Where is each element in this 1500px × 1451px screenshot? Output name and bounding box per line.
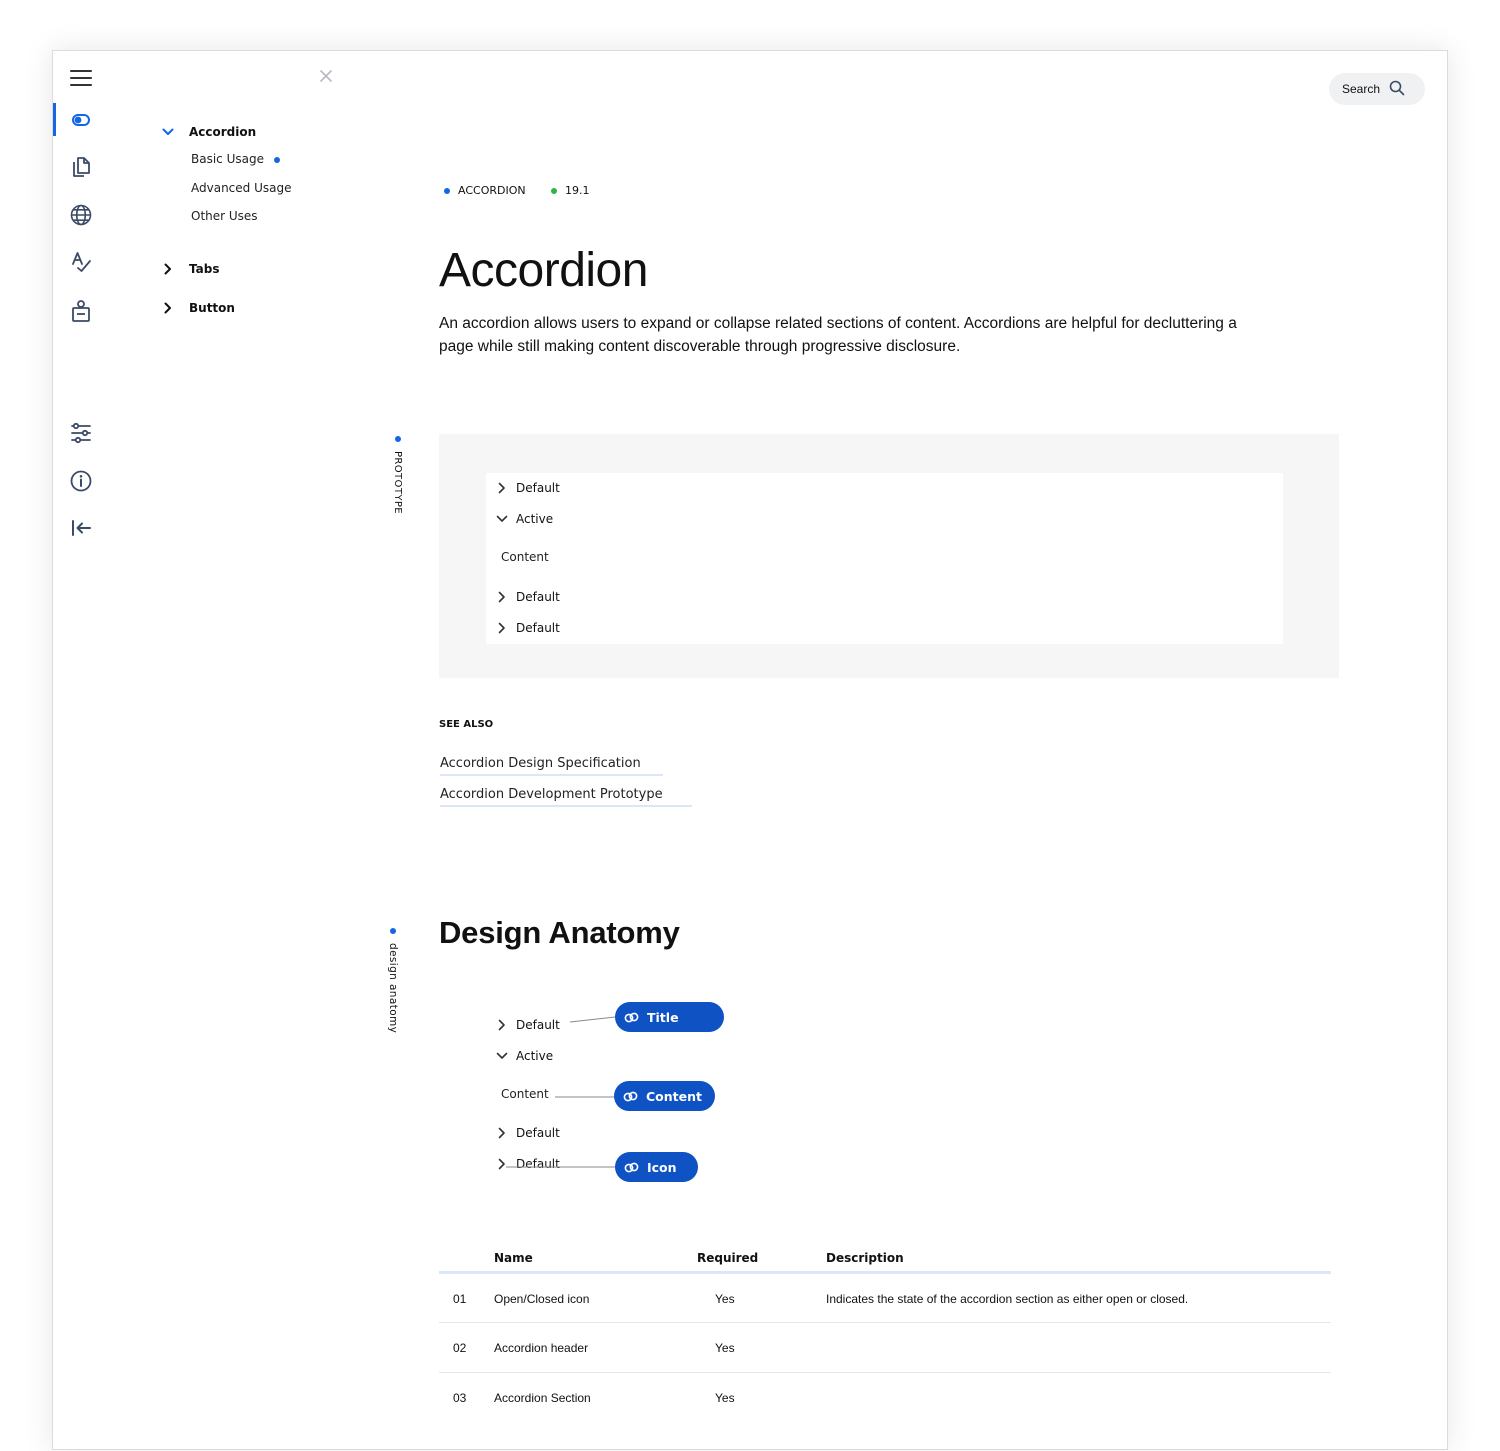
chevron-right-icon <box>496 1127 508 1139</box>
accordion-demo <box>486 473 1283 644</box>
accordion-content: Content <box>501 550 549 564</box>
see-also-heading: SEE ALSO <box>439 719 494 730</box>
link-development-prototype[interactable]: Accordion Development Prototype <box>440 787 692 807</box>
tag-label: ACCORDION <box>458 184 526 197</box>
callout-title <box>615 1002 724 1032</box>
sliders-icon[interactable] <box>67 419 95 447</box>
search-icon <box>1380 80 1405 99</box>
accordion-header[interactable] <box>496 590 560 604</box>
anatomy-row <box>496 1018 560 1032</box>
collapse-left-icon[interactable] <box>67 514 95 542</box>
menu-icon[interactable] <box>67 64 95 92</box>
anatomy-content: Content <box>501 1087 549 1101</box>
link-design-specification[interactable]: Accordion Design Specification <box>440 756 663 776</box>
anatomy-row <box>496 1049 553 1063</box>
accordion-header[interactable] <box>496 481 560 495</box>
row-divider <box>439 1372 1331 1373</box>
cell-required: Yes <box>715 1391 735 1405</box>
chevron-down-icon <box>496 1050 508 1062</box>
nav-group-tabs[interactable] <box>161 262 219 276</box>
tag-dot <box>551 188 557 194</box>
page-description: An accordion allows users to expand or collapse related sections of content. Accordions are helpful for decluttering a page while still making content discoverable through progressive disclosure. <box>439 315 1237 355</box>
accordion-header[interactable] <box>496 621 560 635</box>
anatomy-row <box>496 1126 560 1140</box>
callout-content <box>614 1081 715 1111</box>
callout-icon <box>624 1011 639 1024</box>
table-header-rule <box>439 1271 1331 1274</box>
section-marker-prototype[interactable] <box>392 436 403 514</box>
info-icon[interactable] <box>67 467 95 495</box>
component-tag <box>444 184 526 197</box>
nav-group-label: Accordion <box>189 125 257 139</box>
accordion-header-label: Default <box>516 481 560 495</box>
anatomy-row-label: Default <box>516 1126 560 1140</box>
cell-name: Accordion header <box>494 1341 589 1355</box>
callout-icon <box>624 1161 639 1174</box>
search-label: Search <box>1342 82 1381 96</box>
nav-item-label: Basic Usage <box>191 152 264 166</box>
callout-label: Content <box>646 1088 702 1104</box>
chevron-right-icon <box>496 1158 508 1170</box>
nav-item-basic-usage[interactable] <box>191 152 280 166</box>
section-marker-anatomy[interactable] <box>387 928 399 1033</box>
app-window <box>52 50 1448 1450</box>
chevron-right-icon <box>496 1019 508 1031</box>
chevron-right-icon <box>496 482 508 494</box>
documents-icon[interactable] <box>67 153 95 181</box>
marker-dot <box>395 436 401 442</box>
cell-name: Accordion Section <box>494 1391 591 1405</box>
marker-dot <box>390 928 396 934</box>
table-header-name: Name <box>494 1251 533 1265</box>
version-tag <box>551 184 590 197</box>
accordion-header-label: Active <box>516 512 554 526</box>
tag-label: 19.1 <box>565 184 590 197</box>
anatomy-row-label: Active <box>516 1049 554 1063</box>
callout-icon <box>623 1090 638 1103</box>
nav-item-advanced-usage[interactable]: Advanced Usage <box>191 181 292 195</box>
tag-dot <box>444 188 450 194</box>
nav-group-button[interactable] <box>161 301 235 315</box>
prototype-panel <box>439 434 1339 678</box>
callout-label: Title <box>647 1009 679 1025</box>
active-dot <box>274 157 280 163</box>
clipboard-user-icon[interactable] <box>67 297 95 325</box>
marker-label: design anatomy <box>387 943 399 1034</box>
cell-required: Yes <box>715 1341 735 1355</box>
table-header-description: Description <box>826 1251 904 1265</box>
anatomy-row-label: Default <box>516 1157 560 1171</box>
page-title: Accordion <box>439 244 648 297</box>
chevron-down-icon <box>496 513 508 525</box>
row-divider <box>439 1322 1331 1323</box>
cell-num: 01 <box>453 1292 467 1306</box>
callout-icon <box>615 1152 698 1182</box>
cell-required: Yes <box>715 1292 735 1306</box>
anatomy-row-label: Default <box>516 1018 560 1032</box>
chevron-right-icon <box>161 262 175 276</box>
cell-num: 02 <box>453 1341 467 1355</box>
close-icon[interactable] <box>317 67 335 85</box>
cell-description: Indicates the state of the accordion section as either open or closed. <box>826 1292 1189 1306</box>
spellcheck-icon[interactable] <box>67 248 95 276</box>
accordion-header-label: Default <box>516 590 560 604</box>
globe-icon[interactable] <box>67 201 95 229</box>
chevron-right-icon <box>161 301 175 315</box>
nav-group-accordion[interactable] <box>161 125 256 139</box>
icon-rail <box>53 51 109 1449</box>
search-button[interactable] <box>1329 73 1425 105</box>
cell-num: 03 <box>453 1391 467 1405</box>
nav-group-label: Tabs <box>189 262 220 276</box>
cell-name: Open/Closed icon <box>494 1292 590 1306</box>
marker-label: PROTOTYPE <box>392 451 403 514</box>
nav-group-label: Button <box>189 301 235 315</box>
chevron-right-icon <box>496 622 508 634</box>
active-indicator <box>53 103 56 136</box>
accordion-header-active[interactable] <box>496 512 553 526</box>
section-title-anatomy: Design Anatomy <box>439 915 680 950</box>
table-header-required: Required <box>697 1251 759 1265</box>
nav-item-other-uses[interactable]: Other Uses <box>191 209 258 223</box>
accordion-header-label: Default <box>516 621 560 635</box>
callout-label: Icon <box>647 1159 677 1175</box>
chevron-down-icon <box>161 125 175 139</box>
chevron-right-icon <box>496 591 508 603</box>
anatomy-row <box>496 1157 560 1171</box>
anatomy-leaders <box>53 51 1449 1451</box>
toggle-icon[interactable] <box>67 106 95 134</box>
